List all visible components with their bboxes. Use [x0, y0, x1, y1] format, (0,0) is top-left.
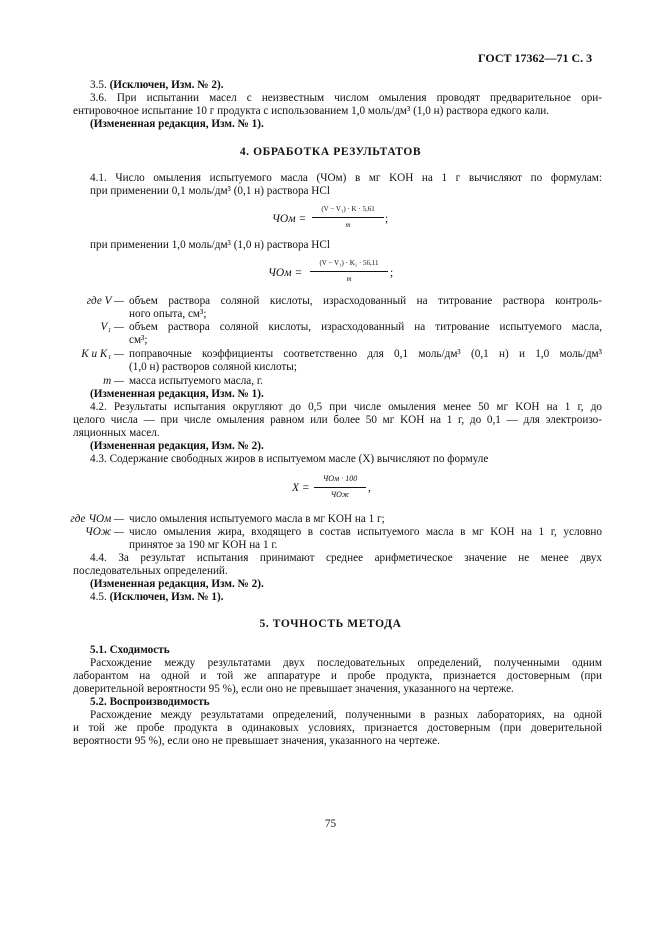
para-4-5-text: (Исключен, Изм. № 1).	[109, 591, 224, 603]
formula3-numerator: ЧОм · 100	[322, 474, 358, 483]
para-4-1-line1: 4.1. Число омыления испытуемого масла (ЧОм) в мг KOH на 1 г вычисляют по формулам:	[90, 172, 602, 184]
section-4-heading: 4. ОБРАБОТКА РЕЗУЛЬТАТОВ	[239, 146, 422, 158]
page-number: 75	[324, 818, 337, 830]
where-sym-V1: V₁ —	[100, 321, 124, 333]
formula1-numerator: (V − V₁) · K · 5,61	[321, 205, 375, 213]
where-sym-m: m —	[103, 375, 124, 387]
formula3-fraction-bar	[314, 487, 366, 488]
where-sym-V: где V —	[86, 295, 124, 307]
where2-COm-line1: число омыления испытуемого масла в мг KOH на 1 г;	[129, 513, 385, 525]
para-4-4-edit-note: (Измененная редакция, Изм. № 2).	[90, 578, 264, 590]
formula2-lhs: ЧОм =	[268, 267, 303, 279]
para-4-2-line3: ляционных масел.	[73, 427, 160, 439]
para-4-1-line3: при применении 1,0 моль/дм³ (1,0 н) раствора HCl	[90, 239, 330, 251]
para-5-1-line2: лаборантом на одной и той же аппаратуре и пробе продукта, признается достоверным (при	[73, 670, 602, 682]
where2-COzh-line2: принятое за 190 мг KOH на 1 г.	[129, 539, 278, 551]
para-3-5-text: (Исключен, Изм. № 2).	[109, 79, 224, 91]
formula1-tail: ;	[385, 213, 389, 225]
para-5-2-line1: Расхождение между результатами определений, полученными в разных лабораториях, на одной	[90, 709, 602, 721]
where-m-line1: масса испытуемого масла, г.	[129, 375, 263, 387]
para-4-5-number: 4.5.	[90, 591, 107, 603]
para-4-4-line2: последовательных определений.	[73, 565, 228, 577]
para-4-4-line1: 4.4. За результат испытания принимают среднее арифметическое значение не менее двух	[90, 552, 602, 564]
para-3-6-edit-note: (Измененная редакция, Изм. № 1).	[90, 118, 264, 130]
para-5-2-line2: и той же пробе продукта в одинаковых условиях, признается достоверным (при доверительной	[73, 722, 602, 734]
where-V1-line1: объем раствора соляной кислоты, израсходованный на титрование испытуемого масла,	[129, 321, 602, 333]
formula3-denominator: ЧОж	[330, 490, 350, 499]
where-sym-K: K и K₁ —	[81, 348, 124, 360]
para-4-1-line2: при применении 0,1 моль/дм³ (0,1 н) раствора HCl	[90, 185, 330, 197]
para-5-1-line1: Расхождение между результатами двух последовательных определений, полученными одним	[90, 657, 602, 669]
subsection-5-2-title: 5.2. Воспроизводимость	[90, 696, 210, 708]
where-K-line1: поправочные коэффициенты соответственно для 0,1 моль/дм³ (0,1 н) и 1,0 моль/дм³	[129, 348, 602, 360]
para-4-2-line1: 4.2. Результаты испытания округляют до 0,5 при числе омыления менее 50 мг KOH на 1 г, до	[90, 401, 602, 413]
formula3-tail: ,	[368, 482, 371, 494]
where2-sym-COm: где ЧОм —	[70, 513, 124, 525]
where2-COzh-line1: число омыления жира, входящего в состав испытуемого масла в мг KOH на 1 г, условно	[129, 526, 602, 538]
para-3-5	[90, 79, 224, 92]
para-3-6-line2: ентировочное испытание 10 г продукта с использованием 1,0 моль/дм³ (1,0 н) раствора едкого кали.	[73, 105, 550, 117]
formula2-tail: ;	[390, 267, 394, 279]
where-V1-line2: см³;	[129, 334, 148, 346]
formula1-fraction-bar	[312, 217, 384, 218]
where-K-line2: (1,0 н) растворов соляной кислоты;	[129, 361, 297, 373]
para-4-2-line2: целого числа — при числе омыления равном или более 50 мг KOH на 1 г, до 0,1 — для электроизо-	[73, 414, 602, 426]
header-title: ГОСТ 17362—71 С. 3	[478, 51, 593, 65]
para-4-5	[90, 591, 224, 604]
para-3-6-line1: 3.6. При испытании масел с неизвестным числом омыления проводят предварительное ори-	[90, 92, 602, 104]
formula2-denominator: m	[346, 275, 352, 283]
where2-sym-COzh: ЧОж —	[85, 526, 124, 538]
para-5-2-line3: вероятности 95 %), если оно не превышает значения, указанного на чертеже.	[73, 735, 440, 747]
para-4-2-edit-note: (Измененная редакция, Изм. № 2).	[90, 440, 264, 452]
para-3-5-number: 3.5.	[90, 79, 107, 91]
section-5-heading: 5. ТОЧНОСТЬ МЕТОДА	[259, 618, 402, 630]
para-4-1-edit-note: (Измененная редакция, Изм. № 1).	[90, 388, 264, 400]
formula3-lhs: X =	[292, 482, 310, 494]
formula2-numerator: (V − V₁) · K₁ · 56,11	[319, 259, 379, 267]
formula1-lhs: ЧОм =	[272, 213, 307, 225]
formula1-denominator: m	[345, 221, 351, 229]
where-V-line1: объем раствора соляной кислоты, израсходованный на титрование раствора контроль-	[129, 295, 602, 307]
para-4-3-line1: 4.3. Содержание свободных жиров в испытуемом масле (X) вычисляют по формуле	[90, 453, 489, 465]
where-V-line2: ного опыта, см³;	[129, 308, 207, 320]
formula2-fraction-bar	[310, 271, 388, 272]
subsection-5-1-title: 5.1. Сходимость	[90, 644, 170, 656]
para-5-1-line3: доверительной вероятности 95 %), если оно не превышает значения, указанного на чертеже.	[73, 683, 514, 695]
